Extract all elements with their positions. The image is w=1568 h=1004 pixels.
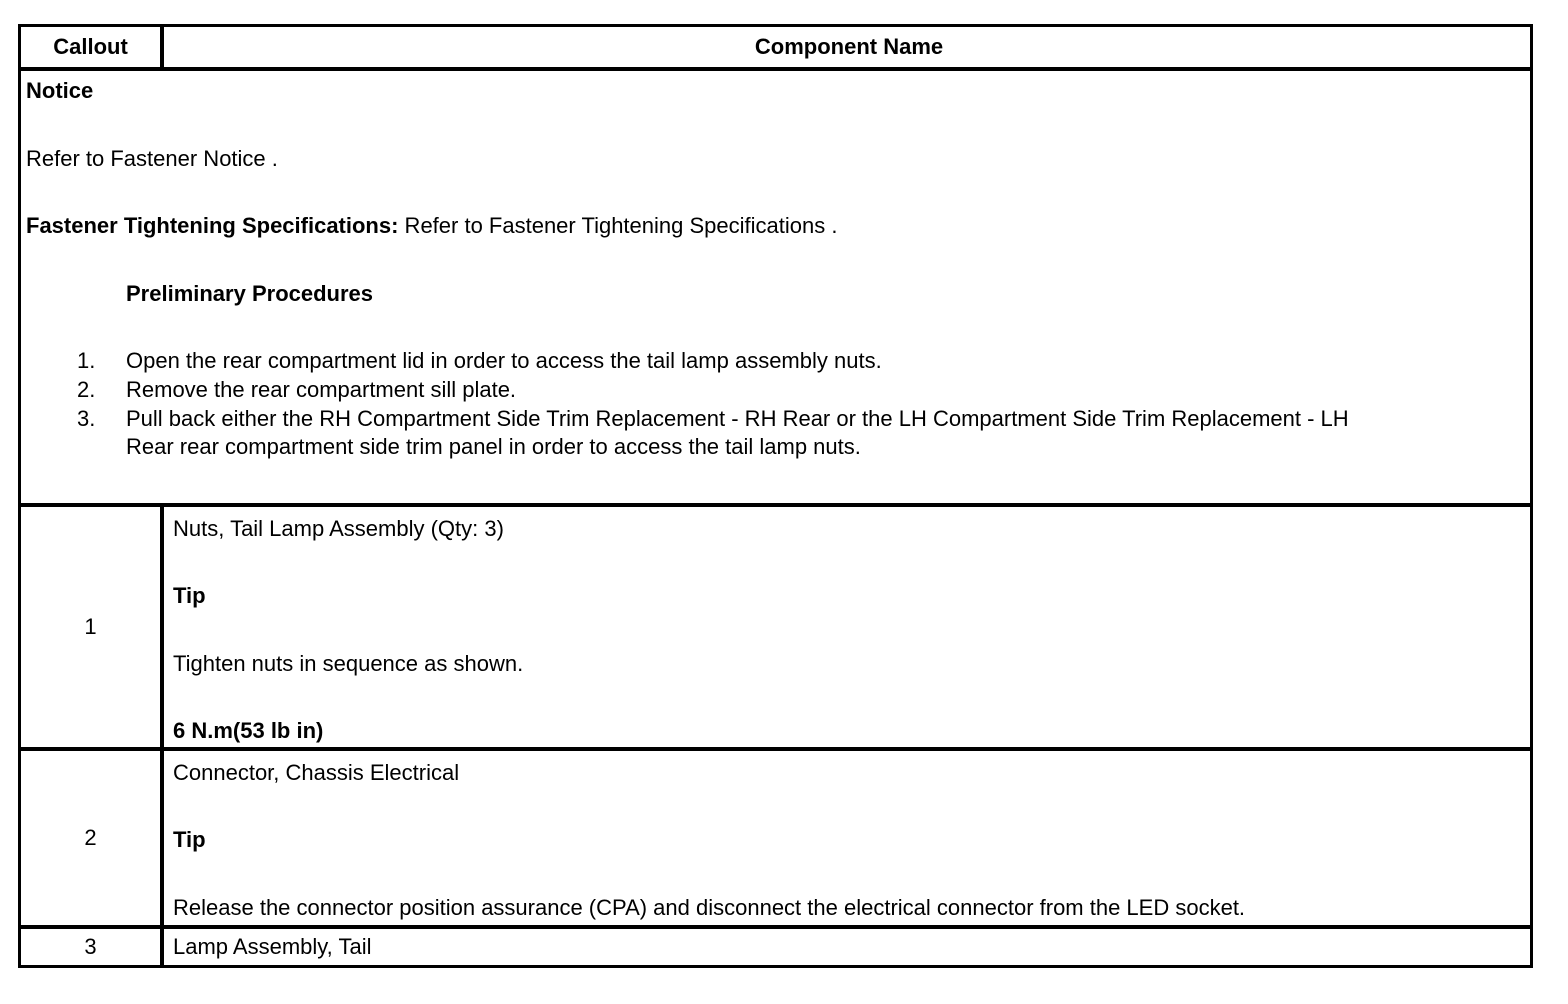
component-table	[18, 24, 1533, 968]
row-divider	[160, 751, 164, 925]
step-number: 2.	[77, 377, 96, 402]
component-name: Lamp Assembly, Tail	[173, 934, 372, 959]
notice-spec-text: Refer to Fastener Tightening Specifications .	[398, 213, 838, 238]
step-text: Pull back either the RH Compartment Side Trim Replacement - RH Rear or the LH Compartment Side Trim Replacement - LH	[126, 406, 1349, 431]
component-name: Connector, Chassis Electrical	[173, 760, 460, 785]
preliminary-title: Preliminary Procedures	[126, 281, 374, 306]
step-text: Open the rear compartment lid in order to access the tail lamp assembly nuts.	[126, 348, 882, 373]
component-row-3	[168, 929, 1530, 965]
callout-2: 2	[84, 825, 97, 850]
row-divider	[160, 929, 164, 965]
tip-text: Release the connector position assurance (CPA) and disconnect the electrical connector from the LED socket.	[173, 895, 1246, 920]
step-number: 3.	[77, 406, 96, 431]
callout-1: 1	[84, 614, 97, 639]
component-row-2	[168, 751, 1530, 925]
notice-refer-text: Refer to Fastener Notice .	[26, 146, 278, 171]
notice-spec-line	[26, 212, 837, 240]
notice-spec-label: Fastener Tightening Specifications:	[26, 213, 399, 238]
callout-3: 3	[84, 934, 97, 959]
row-divider	[160, 507, 164, 747]
tip-text: Tighten nuts in sequence as shown.	[173, 651, 524, 676]
component-name: Nuts, Tail Lamp Assembly (Qty: 3)	[173, 516, 504, 541]
header-callout: Callout	[53, 34, 128, 59]
tip-label: Tip	[173, 583, 206, 608]
step-text: Remove the rear compartment sill plate.	[126, 377, 517, 402]
header-divider	[160, 27, 164, 67]
component-row-1	[168, 507, 1530, 747]
notice-block	[21, 71, 1530, 503]
step-text-continued: Rear rear compartment side trim panel in order to access the tail lamp nuts.	[126, 434, 861, 459]
notice-title: Notice	[26, 78, 94, 103]
torque-spec: 6 N.m(53 lb in)	[173, 718, 324, 743]
tip-label: Tip	[173, 827, 206, 852]
header-component-name: Component Name	[754, 34, 944, 59]
step-number: 1.	[77, 348, 96, 373]
